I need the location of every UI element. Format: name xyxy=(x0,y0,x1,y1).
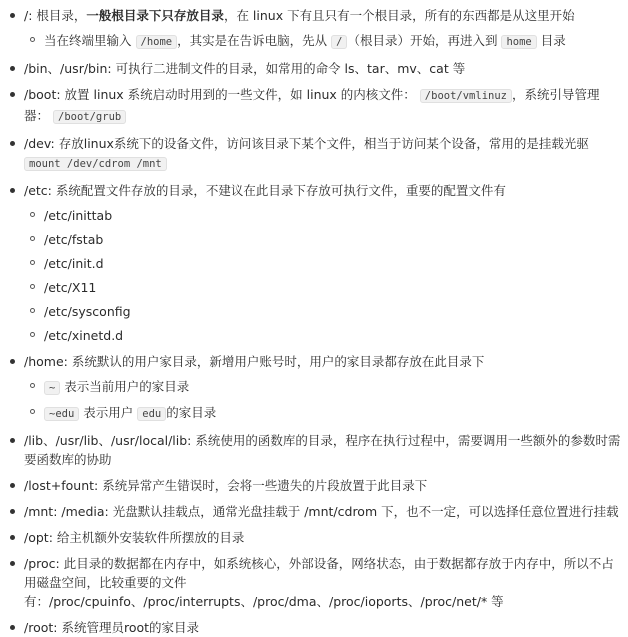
dir-path: /: xyxy=(24,8,33,23)
dir-path: /root: xyxy=(24,620,58,635)
list-item-proc xyxy=(2,554,622,611)
inline-code: /boot/grub xyxy=(53,110,126,124)
list-item-bin xyxy=(2,59,622,78)
list-item-lost-found xyxy=(2,476,622,495)
sub-text: 的家目录 xyxy=(166,405,217,420)
sub-text: （根目录）开始，再进入到 xyxy=(347,33,498,48)
dir-desc: 给主机额外安装软件所摆放的目录 xyxy=(52,530,245,545)
dir-desc: ，系统引导管理器： xyxy=(24,87,600,123)
sub-item: /etc/xinetd.d xyxy=(24,326,622,345)
list-item-home xyxy=(2,352,622,424)
dir-desc: 光盘默认挂载点，通常光盘挂载于 /mnt/cdrom 下，也不一定，可以选择任意位置进行挂载 xyxy=(108,504,619,519)
inline-code: mount /dev/cdrom /mnt xyxy=(24,157,167,171)
inline-code: ~edu xyxy=(44,407,79,421)
dir-desc-bold: 一般根目录下只存放目录 xyxy=(86,8,224,23)
inline-code: / xyxy=(331,35,347,49)
list-item-boot xyxy=(2,85,622,127)
sub-item xyxy=(24,403,622,424)
sub-text: 表示用户 xyxy=(79,405,134,420)
dir-desc: 系统默认的用户家目录，新增用户账号时，用户的家目录都存放在此目录下 xyxy=(67,354,485,369)
inline-code: home xyxy=(501,35,536,49)
list-item-root-home xyxy=(2,618,622,637)
dir-desc-continued: 有：/proc/cpuinfo、/proc/interrupts、/proc/dma、/proc/ioports、/proc/net/* 等 xyxy=(24,594,504,609)
list-item-dev xyxy=(2,134,622,174)
sub-item: /etc/X11 xyxy=(24,278,622,297)
dir-path: /proc: xyxy=(24,556,60,571)
list-item-mnt xyxy=(2,502,622,521)
dir-desc: 系统管理员root的家目录 xyxy=(57,620,200,635)
sub-list xyxy=(24,31,622,52)
dir-path: /lost+fount: xyxy=(24,478,99,493)
inline-code: ~ xyxy=(44,381,60,395)
dir-desc: 此目录的数据都在内存中，如系统核心，外部设备，网络状态，由于数据都存放于内存中，所以不占用磁盘空间，比较重要的文件 xyxy=(24,556,614,590)
dir-desc: 存放linux系统下的设备文件，访问该目录下某个文件，相当于访问某个设备，常用的是挂载光驱 xyxy=(54,136,589,151)
dir-desc: 系统配置文件存放的目录，不建议在此目录下存放可执行文件，重要的配置文件有 xyxy=(51,183,506,198)
dir-path: /etc: xyxy=(24,183,52,198)
list-item-etc xyxy=(2,181,622,345)
dir-path: /home: xyxy=(24,354,68,369)
sub-list xyxy=(24,377,622,424)
dir-path: /opt: xyxy=(24,530,53,545)
dir-desc: ，在 linux 下有且只有一个根目录，所有的东西都是从这里开始 xyxy=(223,8,575,23)
sub-item: /etc/inittab xyxy=(24,206,622,225)
sub-item: /etc/init.d xyxy=(24,254,622,273)
sub-list xyxy=(24,206,622,345)
dir-path: /mnt: /media: xyxy=(24,504,109,519)
directory-list xyxy=(2,6,622,637)
list-item-root xyxy=(2,6,622,52)
dir-path: /lib、/usr/lib、/usr/local/lib: xyxy=(24,433,192,448)
list-item-opt xyxy=(2,528,622,547)
list-item-lib xyxy=(2,431,622,469)
sub-item xyxy=(24,377,622,398)
dir-path: /dev: xyxy=(24,136,55,151)
dir-desc: 系统使用的函数库的目录，程序在执行过程中，需要调用一些额外的参数时需要函数库的协助 xyxy=(24,433,621,467)
dir-path: /bin、/usr/bin: xyxy=(24,61,112,76)
sub-text: 目录 xyxy=(540,33,566,48)
sub-text: 表示当前用户的家目录 xyxy=(60,379,190,394)
dir-path: /boot: xyxy=(24,87,61,102)
dir-desc: 系统异常产生错误时，会将一些遗失的片段放置于此目录下 xyxy=(98,478,428,493)
sub-text: 当在终端里输入 xyxy=(44,33,132,48)
sub-item xyxy=(24,31,622,52)
inline-code: /boot/vmlinuz xyxy=(420,89,512,103)
inline-code: /home xyxy=(136,35,178,49)
inline-code: edu xyxy=(137,407,166,421)
dir-desc: 根目录， xyxy=(32,8,87,23)
sub-text: ，其实是在告诉电脑，先从 xyxy=(177,33,328,48)
sub-item: /etc/sysconfig xyxy=(24,302,622,321)
dir-desc: 放置 linux 系统启动时用到的一些文件，如 linux 的内核文件： xyxy=(60,87,416,102)
sub-item: /etc/fstab xyxy=(24,230,622,249)
dir-desc: 可执行二进制文件的目录，如常用的命令 ls、tar、mv、cat 等 xyxy=(111,61,466,76)
